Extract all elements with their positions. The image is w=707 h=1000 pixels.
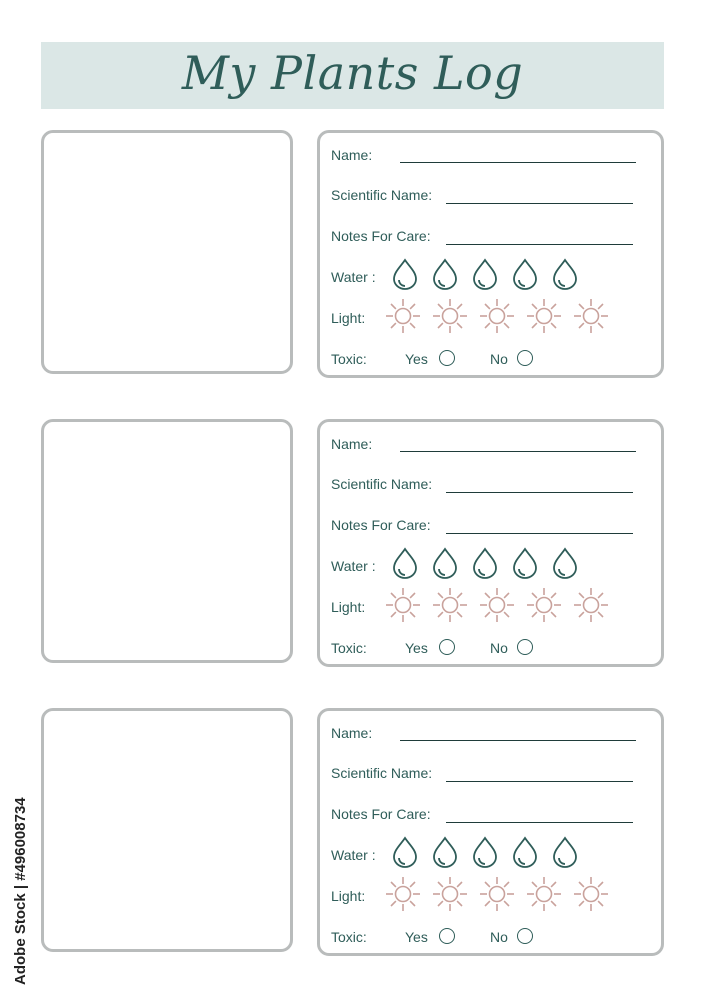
sun-icon[interactable] <box>384 297 422 335</box>
toxic-yes-radio-icon[interactable] <box>439 639 455 655</box>
light-rating <box>384 875 610 913</box>
water-drop-icon[interactable] <box>390 258 420 290</box>
water-label: Water : <box>331 269 376 285</box>
water-label: Water : <box>331 847 376 863</box>
notes-line[interactable] <box>446 244 633 245</box>
water-drop-icon[interactable] <box>550 836 580 868</box>
sun-icon[interactable] <box>384 875 422 913</box>
notes-label: Notes For Care: <box>331 806 431 822</box>
toxic-no-label: No <box>490 351 508 367</box>
notes-label: Notes For Care: <box>331 228 431 244</box>
plant-info-card <box>317 708 664 956</box>
water-drop-icon[interactable] <box>550 547 580 579</box>
light-rating <box>384 297 610 335</box>
sun-icon[interactable] <box>431 297 469 335</box>
water-rating <box>390 258 580 290</box>
sun-icon[interactable] <box>525 297 563 335</box>
light-rating <box>384 586 610 624</box>
water-drop-icon[interactable] <box>390 836 420 868</box>
scientific-name-label: Scientific Name: <box>331 187 433 203</box>
notes-line[interactable] <box>446 822 633 823</box>
sun-icon[interactable] <box>478 875 516 913</box>
light-label: Light: <box>331 310 366 326</box>
toxic-no-label: No <box>490 929 508 945</box>
sun-icon[interactable] <box>431 586 469 624</box>
toxic-yes-label: Yes <box>405 351 428 367</box>
name-line[interactable] <box>400 740 636 741</box>
water-drop-icon[interactable] <box>470 258 500 290</box>
water-drop-icon[interactable] <box>550 258 580 290</box>
water-drop-icon[interactable] <box>430 547 460 579</box>
water-drop-icon[interactable] <box>390 547 420 579</box>
light-label: Light: <box>331 599 366 615</box>
toxic-no-radio-icon[interactable] <box>517 350 533 366</box>
name-label: Name: <box>331 436 373 452</box>
water-drop-icon[interactable] <box>430 836 460 868</box>
toxic-yes-radio-icon[interactable] <box>439 928 455 944</box>
water-drop-icon[interactable] <box>470 836 500 868</box>
scientific-name-label: Scientific Name: <box>331 765 433 781</box>
toxic-label: Toxic: <box>331 351 367 367</box>
toxic-no-label: No <box>490 640 508 656</box>
plant-photo-frame <box>41 708 293 952</box>
toxic-label: Toxic: <box>331 929 367 945</box>
page-title: My Plants Log <box>181 46 524 100</box>
title-band <box>41 42 664 109</box>
water-rating <box>390 547 580 579</box>
stock-watermark: Adobe Stock | #496008734 <box>12 797 29 985</box>
water-drop-icon[interactable] <box>510 258 540 290</box>
water-drop-icon[interactable] <box>510 836 540 868</box>
sun-icon[interactable] <box>478 297 516 335</box>
name-label: Name: <box>331 147 373 163</box>
plant-info-card <box>317 419 664 667</box>
sun-icon[interactable] <box>525 875 563 913</box>
notes-line[interactable] <box>446 533 633 534</box>
sun-icon[interactable] <box>572 297 610 335</box>
toxic-yes-label: Yes <box>405 640 428 656</box>
toxic-no-radio-icon[interactable] <box>517 928 533 944</box>
sun-icon[interactable] <box>431 875 469 913</box>
toxic-label: Toxic: <box>331 640 367 656</box>
sun-icon[interactable] <box>572 875 610 913</box>
name-line[interactable] <box>400 451 636 452</box>
sun-icon[interactable] <box>478 586 516 624</box>
water-drop-icon[interactable] <box>470 547 500 579</box>
plant-photo-frame <box>41 130 293 374</box>
sun-icon[interactable] <box>384 586 422 624</box>
scientific-name-line[interactable] <box>446 203 633 204</box>
light-label: Light: <box>331 888 366 904</box>
sun-icon[interactable] <box>572 586 610 624</box>
scientific-name-line[interactable] <box>446 781 633 782</box>
plant-photo-frame <box>41 419 293 663</box>
scientific-name-label: Scientific Name: <box>331 476 433 492</box>
water-label: Water : <box>331 558 376 574</box>
water-drop-icon[interactable] <box>510 547 540 579</box>
name-line[interactable] <box>400 162 636 163</box>
plant-info-card <box>317 130 664 378</box>
toxic-yes-radio-icon[interactable] <box>439 350 455 366</box>
toxic-no-radio-icon[interactable] <box>517 639 533 655</box>
name-label: Name: <box>331 725 373 741</box>
toxic-yes-label: Yes <box>405 929 428 945</box>
notes-label: Notes For Care: <box>331 517 431 533</box>
sun-icon[interactable] <box>525 586 563 624</box>
water-drop-icon[interactable] <box>430 258 460 290</box>
scientific-name-line[interactable] <box>446 492 633 493</box>
water-rating <box>390 836 580 868</box>
